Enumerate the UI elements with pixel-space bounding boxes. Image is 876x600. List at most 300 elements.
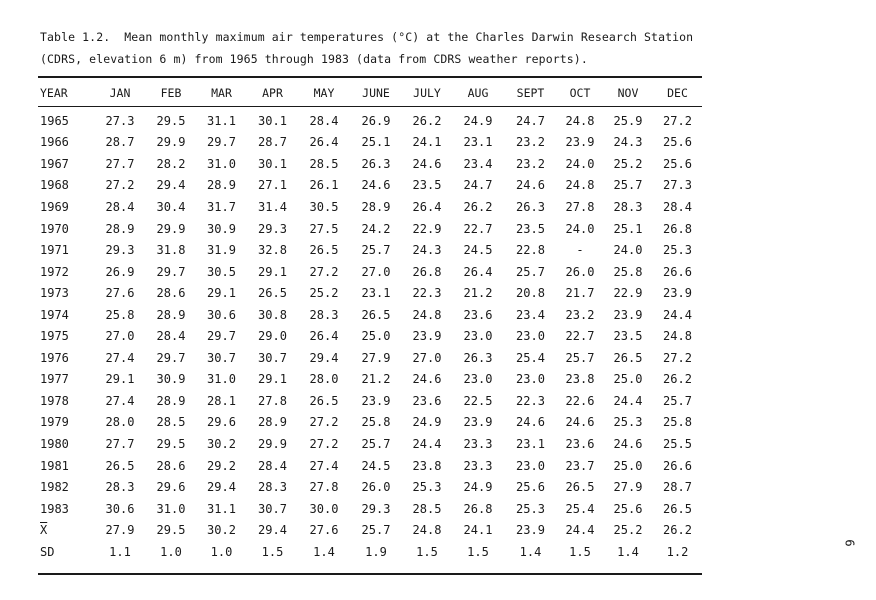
temperature-cell: 24.3: [412, 243, 442, 258]
temperature-cell: 28.6: [156, 458, 186, 473]
table-header-row: [38, 80, 702, 106]
table-row: [38, 132, 702, 154]
temperature-cell: 27.2: [663, 113, 692, 128]
temperature-cell: 24.9: [463, 480, 493, 495]
temperature-cell: 25.3: [412, 480, 442, 495]
header-oct: OCT: [569, 86, 591, 100]
year-cell: 1969: [40, 199, 69, 214]
temperature-cell: 23.1: [516, 436, 545, 451]
temperature-cell: 25.3: [613, 415, 643, 430]
temperature-cell: 27.8: [309, 480, 339, 495]
temperature-cell: 23.8: [565, 372, 595, 387]
temperature-cell: 27.9: [613, 480, 643, 495]
table-row: [38, 498, 702, 520]
temperature-cell: 28.3: [105, 480, 135, 495]
temperature-cell: 29.0: [258, 329, 287, 344]
temperature-cell: 23.5: [613, 329, 643, 344]
temperature-cell: 25.6: [516, 480, 545, 495]
table-row: [38, 433, 702, 455]
temperature-cell: 29.1: [258, 372, 287, 387]
temperature-cell: 30.5: [309, 199, 339, 214]
year-cell: 1968: [40, 178, 69, 193]
temperature-cell: 22.6: [565, 393, 595, 408]
temperature-cell: 26.4: [309, 135, 339, 150]
temperature-cell: 27.3: [105, 113, 135, 128]
temperature-cell: 29.1: [207, 286, 236, 301]
temperature-cell: 26.2: [412, 113, 442, 128]
temperature-cell: 25.9: [613, 113, 643, 128]
temperature-cell: 26.4: [463, 264, 493, 279]
temperature-cell: 23.6: [565, 436, 595, 451]
year-cell: 1967: [40, 156, 69, 171]
caption-line-1: Table 1.2. Mean monthly maximum air temperatures (°C) at the Charles Darwin Research Station: [40, 30, 694, 44]
temperature-cell: 29.3: [105, 243, 135, 258]
temperature-cell: 28.4: [156, 329, 186, 344]
temperature-cell: 22.7: [463, 221, 493, 236]
year-cell: 1977: [40, 372, 69, 387]
mean-row-value: 24.4: [565, 523, 595, 538]
temperature-cell: 25.0: [613, 372, 643, 387]
temperature-cell: 22.3: [516, 393, 545, 408]
table-row: [38, 196, 702, 218]
temperature-cell: 25.3: [516, 501, 545, 516]
temperature-cell: 22.8: [516, 243, 545, 258]
temperature-cell: 25.0: [361, 329, 391, 344]
temperature-cell: 22.3: [412, 286, 442, 301]
temperature-cell: 24.8: [565, 113, 595, 128]
header-may: MAY: [313, 86, 335, 100]
temperature-cell: 23.5: [412, 178, 442, 193]
temperature-cell: 30.8: [258, 307, 287, 322]
temperature-cell: 31.4: [258, 199, 287, 214]
temperature-cell: 27.2: [309, 436, 339, 451]
temperature-cell: 23.4: [516, 307, 545, 322]
sd-row-value: 1.5: [569, 544, 591, 559]
temperature-cell: 26.8: [412, 264, 442, 279]
temperature-cell: 27.7: [105, 436, 135, 451]
temperature-cell: 20.8: [516, 286, 545, 301]
header-feb: FEB: [160, 86, 182, 100]
temperature-cell: 27.8: [565, 199, 595, 214]
temperature-cell: 28.9: [156, 307, 186, 322]
temperature-cell: 25.8: [361, 415, 391, 430]
temperature-cell: 26.5: [258, 286, 287, 301]
header-june: JUNE: [362, 86, 390, 100]
temperature-cell: 26.0: [361, 480, 391, 495]
temperature-cell: 23.8: [412, 458, 442, 473]
header-dec: DEC: [667, 86, 688, 100]
temperature-cell: 24.2: [361, 221, 391, 236]
temperature-cell: 26.2: [663, 372, 692, 387]
sd-row-value: 1.0: [210, 544, 233, 559]
mean-row-value: 29.4: [258, 523, 287, 538]
temperature-cell: 28.4: [105, 199, 135, 214]
temperature-cell: 26.3: [361, 156, 391, 171]
table-row: [38, 476, 702, 498]
temperature-cell: 29.5: [156, 436, 186, 451]
temperature-cell: 26.6: [663, 458, 692, 473]
temperature-cell: 29.3: [361, 501, 391, 516]
temperature-cell: 28.3: [258, 480, 287, 495]
sd-row-value: 1.4: [519, 544, 542, 559]
temperature-cell: 23.6: [463, 307, 493, 322]
temperature-cell: 29.1: [258, 264, 287, 279]
table-bottom-rule: [38, 573, 702, 575]
temperature-cell: 29.7: [156, 350, 186, 365]
sd-row-value: 1.2: [666, 544, 689, 559]
temperature-cell: 26.5: [105, 458, 135, 473]
temperature-cell: 24.6: [361, 178, 391, 193]
table-top-rule: [38, 76, 702, 78]
temperature-cell: 28.4: [663, 199, 692, 214]
temperature-cell: 27.8: [258, 393, 287, 408]
temperature-cell: 27.3: [663, 178, 692, 193]
temperature-cell: 31.8: [156, 243, 186, 258]
temperature-cell: 26.0: [565, 264, 595, 279]
year-cell: 1978: [40, 393, 69, 408]
table-row: [38, 282, 702, 304]
temperature-cell: 23.0: [516, 458, 545, 473]
temperature-cell: 22.7: [565, 329, 595, 344]
header-sept: SEPT: [516, 86, 545, 100]
temperature-cell: -: [576, 243, 584, 258]
sd-row-value: 1.5: [416, 544, 438, 559]
temperature-cell: 28.9: [207, 178, 236, 193]
temperature-cell: 24.4: [663, 307, 692, 322]
temperature-cell: 26.5: [663, 501, 692, 516]
sd-row-value: 1.5: [467, 544, 489, 559]
temperature-cell: 24.4: [613, 393, 643, 408]
temperature-cell: 26.3: [516, 199, 545, 214]
temperature-cell: 29.4: [156, 178, 186, 193]
table-row: [38, 304, 702, 326]
temperature-cell: 27.0: [412, 350, 442, 365]
temperature-cell: 23.1: [361, 286, 391, 301]
header-year: YEAR: [40, 86, 68, 100]
table-row: [38, 110, 702, 132]
temperature-cell: 28.7: [663, 480, 692, 495]
temperature-cell: 28.9: [258, 415, 287, 430]
header-jan: JAN: [109, 86, 131, 100]
year-cell: 1972: [40, 264, 69, 279]
temperature-cell: 28.1: [207, 393, 236, 408]
temperature-cell: 25.8: [105, 307, 135, 322]
temperature-cell: 28.5: [412, 501, 442, 516]
temperature-cell: 25.6: [663, 156, 692, 171]
temperature-cell: 27.0: [361, 264, 391, 279]
temperature-cell: 23.2: [516, 156, 545, 171]
header-mar: MAR: [211, 86, 232, 100]
mean-row-value: 23.9: [516, 523, 545, 538]
header-apr: APR: [262, 86, 283, 100]
temperature-cell: 25.0: [613, 458, 643, 473]
temperature-cell: 26.3: [463, 350, 493, 365]
temperature-cell: 27.7: [105, 156, 135, 171]
temperature-cell: 25.8: [613, 264, 643, 279]
temperature-cell: 24.4: [412, 436, 442, 451]
year-cell: 1974: [40, 307, 69, 322]
temperature-cell: 25.8: [663, 415, 692, 430]
temperature-cell: 23.3: [463, 458, 493, 473]
temperature-cell: 28.2: [156, 156, 186, 171]
temperature-cell: 28.4: [258, 458, 287, 473]
table-row: [38, 455, 702, 477]
sd-row: [38, 541, 702, 563]
temperature-cell: 25.1: [613, 221, 643, 236]
temperature-cell: 24.8: [565, 178, 595, 193]
temperature-cell: 30.1: [258, 113, 287, 128]
temperature-cell: 24.1: [412, 135, 442, 150]
year-cell: 1980: [40, 436, 69, 451]
temperature-cell: 25.6: [663, 135, 692, 150]
temperature-cell: 26.2: [463, 199, 493, 214]
temperature-cell: 30.9: [207, 221, 236, 236]
temperature-cell: 26.8: [463, 501, 493, 516]
year-cell: 1965: [40, 113, 69, 128]
temperature-cell: 23.0: [516, 329, 545, 344]
temperature-cell: 24.6: [516, 415, 545, 430]
temperature-cell: 27.4: [105, 350, 135, 365]
temperature-cell: 25.2: [613, 156, 643, 171]
temperature-cell: 28.5: [309, 156, 339, 171]
temperature-cell: 29.1: [105, 372, 135, 387]
temperature-cell: 21.2: [361, 372, 391, 387]
temperature-cell: 26.5: [361, 307, 391, 322]
temperature-cell: 28.0: [309, 372, 339, 387]
mean-row-value: 26.2: [663, 523, 692, 538]
table-row: [38, 218, 702, 240]
temperature-cell: 29.7: [156, 264, 186, 279]
temperature-cell: 29.4: [207, 480, 236, 495]
year-cell: 1975: [40, 329, 69, 344]
temperature-cell: 30.7: [258, 501, 287, 516]
temperature-cell: 24.5: [361, 458, 391, 473]
temperature-cell: 22.5: [463, 393, 493, 408]
temperature-cell: 27.2: [309, 264, 339, 279]
temperature-cell: 30.6: [207, 307, 236, 322]
temperature-cell: 27.2: [105, 178, 135, 193]
temperature-cell: 23.4: [463, 156, 493, 171]
temperature-cell: 28.9: [105, 221, 135, 236]
temperature-cell: 28.7: [258, 135, 287, 150]
temperature-cell: 27.9: [361, 350, 391, 365]
temperature-cell: 31.1: [207, 113, 236, 128]
mean-row-value: 25.7: [361, 523, 391, 538]
temperature-cell: 24.9: [412, 415, 442, 430]
temperature-cell: 25.7: [361, 436, 391, 451]
temperature-cell: 28.5: [156, 415, 186, 430]
temperature-cell: 26.4: [309, 329, 339, 344]
sd-row-label: SD: [40, 544, 55, 559]
temperature-cell: 25.2: [309, 286, 339, 301]
temperature-cell: 29.4: [309, 350, 339, 365]
sd-row-value: 1.4: [617, 544, 639, 559]
temperature-cell: 28.9: [361, 199, 391, 214]
mean-row-value: 29.5: [156, 523, 186, 538]
sd-row-value: 1.1: [109, 544, 131, 559]
mean-row-value: 27.6: [309, 523, 339, 538]
temperature-cell: 23.9: [613, 307, 643, 322]
temperature-cell: 23.9: [663, 286, 692, 301]
header-july: JULY: [413, 86, 441, 100]
temperature-cell: 31.7: [207, 199, 236, 214]
temperature-cell: 26.9: [361, 113, 391, 128]
year-cell: 1982: [40, 480, 69, 495]
temperature-cell: 23.6: [412, 393, 442, 408]
temperature-cell: 26.1: [309, 178, 339, 193]
temperature-cell: 28.6: [156, 286, 186, 301]
mean-row-value: 25.2: [613, 523, 643, 538]
temperature-cell: 23.2: [565, 307, 595, 322]
temperature-cell: 24.6: [516, 178, 545, 193]
temperature-cell: 26.5: [309, 393, 339, 408]
temperature-cell: 26.4: [412, 199, 442, 214]
sd-row-value: 1.9: [365, 544, 387, 559]
header-aug: AUG: [467, 86, 489, 100]
table-row: [38, 261, 702, 283]
temperature-cell: 27.4: [309, 458, 339, 473]
sd-row-value: 1.5: [261, 544, 284, 559]
temperature-cell: 24.9: [463, 113, 493, 128]
temperature-cell: 25.5: [663, 436, 692, 451]
temperature-cell: 29.9: [258, 436, 287, 451]
temperature-cell: 25.7: [361, 243, 391, 258]
temperature-cell: 24.7: [463, 178, 493, 193]
temperature-cell: 30.6: [105, 501, 135, 516]
year-cell: 1971: [40, 243, 69, 258]
temperature-cell: 28.0: [105, 415, 135, 430]
temperature-table: [38, 80, 702, 562]
temperature-cell: 22.9: [613, 286, 643, 301]
temperature-cell: 29.7: [207, 329, 236, 344]
temperature-cell: 30.0: [309, 501, 339, 516]
temperature-cell: 24.5: [463, 243, 493, 258]
temperature-cell: 29.3: [258, 221, 287, 236]
temperature-cell: 24.3: [613, 135, 643, 150]
temperature-cell: 25.7: [565, 350, 595, 365]
temperature-cell: 30.7: [258, 350, 287, 365]
temperature-cell: 30.2: [207, 436, 236, 451]
temperature-cell: 23.5: [516, 221, 545, 236]
temperature-cell: 31.1: [207, 501, 236, 516]
temperature-cell: 23.0: [463, 329, 493, 344]
table-body: [38, 106, 702, 562]
table-row: [38, 175, 702, 197]
temperature-cell: 29.9: [156, 221, 186, 236]
year-cell: 1976: [40, 350, 69, 365]
temperature-cell: 23.2: [516, 135, 545, 150]
temperature-cell: 24.0: [613, 243, 643, 258]
temperature-cell: 30.4: [156, 199, 186, 214]
year-cell: 1970: [40, 221, 69, 236]
temperature-cell: 30.5: [207, 264, 236, 279]
temperature-cell: 28.9: [156, 393, 186, 408]
temperature-cell: 21.2: [463, 286, 493, 301]
mean-row: [38, 519, 702, 541]
temperature-cell: 23.0: [516, 372, 545, 387]
year-cell: 1981: [40, 458, 69, 473]
table-row: [38, 369, 702, 391]
temperature-cell: 26.9: [105, 264, 135, 279]
temperature-cell: 24.8: [663, 329, 692, 344]
temperature-cell: 26.5: [565, 480, 595, 495]
temperature-cell: 24.0: [565, 156, 595, 171]
mean-row-label: $\overline{X}$: [40, 523, 48, 538]
temperature-cell: 23.9: [463, 415, 493, 430]
temperature-cell: 27.5: [309, 221, 339, 236]
temperature-cell: 27.0: [105, 329, 135, 344]
header-nov: NOV: [617, 86, 639, 100]
table-row: [38, 153, 702, 175]
temperature-cell: 32.8: [258, 243, 287, 258]
temperature-cell: 29.6: [156, 480, 186, 495]
temperature-cell: 27.1: [258, 178, 287, 193]
page-number: 6: [842, 539, 857, 547]
temperature-cell: 26.6: [663, 264, 692, 279]
temperature-cell: 31.0: [207, 156, 236, 171]
sd-row-value: 1.4: [313, 544, 335, 559]
temperature-cell: 25.1: [361, 135, 391, 150]
temperature-cell: 28.7: [105, 135, 135, 150]
sd-row-value: 1.0: [160, 544, 182, 559]
table-row: [38, 390, 702, 412]
year-cell: 1966: [40, 135, 69, 150]
year-cell: 1983: [40, 501, 69, 516]
table-row: [38, 239, 702, 261]
temperature-cell: 25.7: [663, 393, 692, 408]
table-row: [38, 347, 702, 369]
temperature-cell: 29.9: [156, 135, 186, 150]
temperature-cell: 31.0: [156, 501, 186, 516]
temperature-cell: 23.9: [412, 329, 442, 344]
temperature-cell: 24.6: [613, 436, 643, 451]
temperature-cell: 23.1: [463, 135, 493, 150]
temperature-cell: 25.4: [565, 501, 595, 516]
year-cell: 1979: [40, 415, 69, 430]
temperature-cell: 25.7: [613, 178, 643, 193]
temperature-cell: 26.8: [663, 221, 692, 236]
temperature-cell: 27.6: [105, 286, 135, 301]
temperature-cell: 30.9: [156, 372, 186, 387]
temperature-cell: 29.6: [207, 415, 236, 430]
temperature-cell: 28.3: [309, 307, 339, 322]
temperature-cell: 28.3: [613, 199, 643, 214]
temperature-cell: 28.4: [309, 113, 339, 128]
temperature-cell: 24.8: [412, 307, 442, 322]
temperature-cell: 22.9: [412, 221, 442, 236]
caption-line-2: (CDRS, elevation 6 m) from 1965 through 1983 (data from CDRS weather reports).: [40, 52, 588, 66]
temperature-cell: 23.3: [463, 436, 493, 451]
mean-row-value: 24.8: [412, 523, 442, 538]
temperature-cell: 30.1: [258, 156, 287, 171]
temperature-cell: 27.4: [105, 393, 135, 408]
temperature-cell: 25.4: [516, 350, 545, 365]
temperature-cell: 24.6: [412, 156, 442, 171]
temperature-cell: 23.9: [361, 393, 391, 408]
temperature-cell: 27.2: [309, 415, 339, 430]
temperature-cell: 24.6: [565, 415, 595, 430]
temperature-cell: 29.2: [207, 458, 236, 473]
temperature-cell: 24.7: [516, 113, 545, 128]
temperature-cell: 26.5: [613, 350, 643, 365]
temperature-cell: 24.0: [565, 221, 595, 236]
temperature-cell: 24.6: [412, 372, 442, 387]
temperature-cell: 23.0: [463, 372, 493, 387]
year-cell: 1973: [40, 286, 69, 301]
temperature-cell: 31.0: [207, 372, 236, 387]
temperature-cell: 27.2: [663, 350, 692, 365]
temperature-cell: 26.5: [309, 243, 339, 258]
